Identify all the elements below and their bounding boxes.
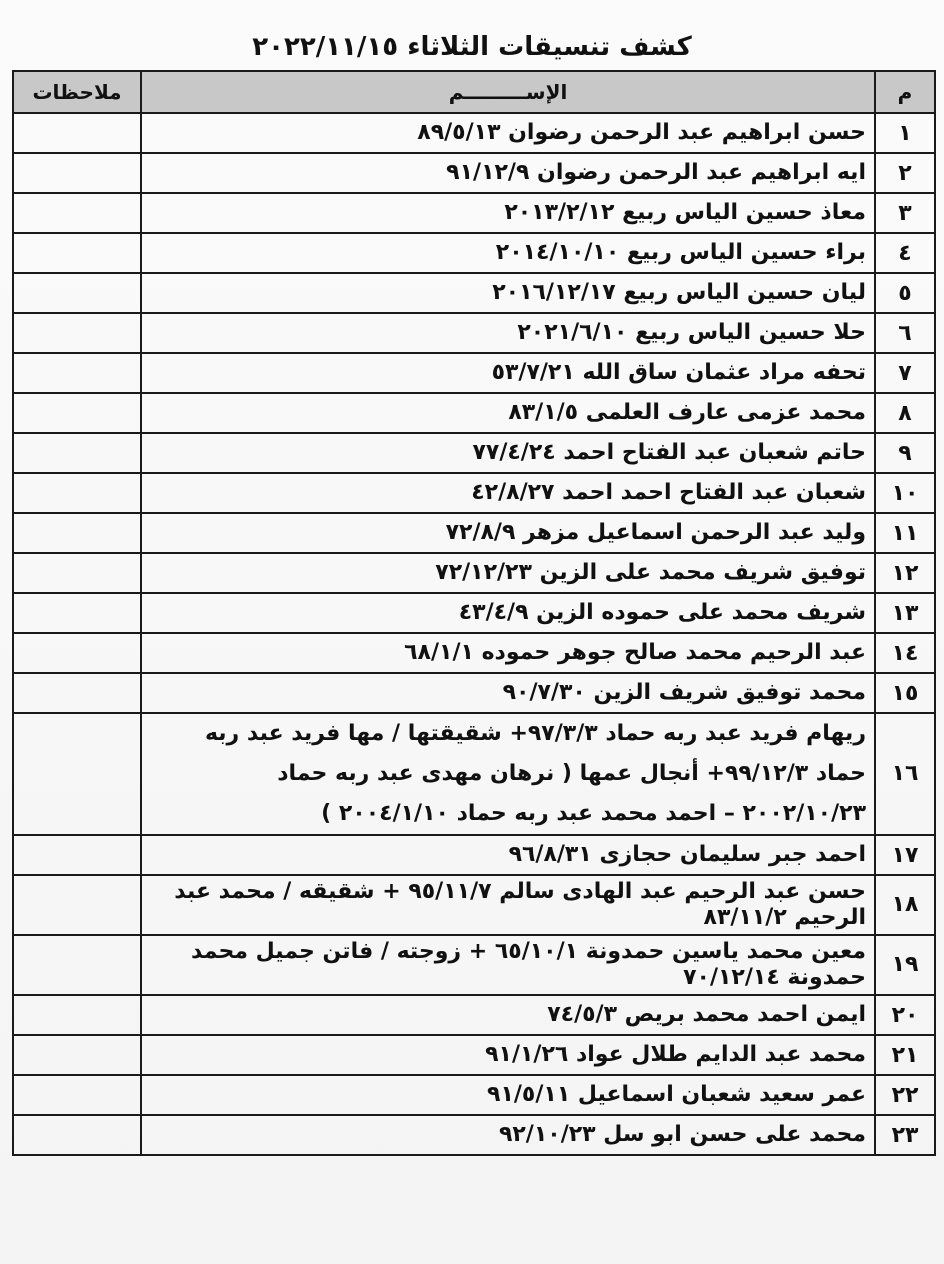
row-number: ٨ (875, 393, 935, 433)
table-row (13, 835, 935, 875)
row-name: شعبان عبد الفتاح احمد احمد ٤٢/٨/٢٧ (141, 473, 875, 513)
row-name: عبد الرحيم محمد صالح جوهر حموده ٦٨/١/١ (141, 633, 875, 673)
row-number: ١٨ (875, 875, 935, 935)
row-name: حلا حسين الياس ربيع ٢٠٢١/٦/١٠ (141, 313, 875, 353)
row-number: ١٥ (875, 673, 935, 713)
row-name: حاتم شعبان عبد الفتاح احمد ٧٧/٤/٢٤ (141, 433, 875, 473)
row-name: ريهام فريد عبد ربه حماد ٩٧/٣/٣+ شقيقتها / مها فريد عبد ربه حماد ٩٩/١٢/٣+ أنجال عمها ( نرهان مهدى عبد ربه حماد ٢٠٠٢/١٠/٢٣ – احمد محمد عبد ربه حماد ٢٠٠٤/١/١٠ ) (141, 713, 875, 835)
row-number: ٤ (875, 233, 935, 273)
row-number: ١٠ (875, 473, 935, 513)
row-notes (13, 513, 141, 553)
row-notes (13, 1115, 141, 1155)
row-notes (13, 713, 141, 835)
row-notes (13, 153, 141, 193)
table-row (13, 313, 935, 353)
row-number: ١١ (875, 513, 935, 553)
row-name: احمد جبر سليمان حجازى ٩٦/٨/٣١ (141, 835, 875, 875)
row-notes (13, 995, 141, 1035)
row-notes (13, 113, 141, 153)
row-number: ٧ (875, 353, 935, 393)
row-name: محمد عبد الدايم طلال عواد ٩١/١/٢٦ (141, 1035, 875, 1075)
page-title: كشف تنسيقات الثلاثاء ٢٠٢٢/١١/١٥ (252, 32, 692, 62)
table-row (13, 433, 935, 473)
row-name: تحفه مراد عثمان ساق الله ٥٣/٧/٢١ (141, 353, 875, 393)
row-number: ٢ (875, 153, 935, 193)
table-row (13, 193, 935, 233)
table-row (13, 633, 935, 673)
names-table (12, 70, 936, 1156)
header-number: م (875, 71, 935, 113)
row-name: ايمن احمد محمد بريص ٧٤/٥/٣ (141, 995, 875, 1035)
row-name: محمد على حسن ابو سل ٩٢/١٠/٢٣ (141, 1115, 875, 1155)
row-name: توفيق شريف محمد على الزين ٧٢/١٢/٢٣ (141, 553, 875, 593)
row-name: حسن عبد الرحيم عبد الهادى سالم ٩٥/١١/٧ + شقيقه / محمد عبد الرحيم ٨٣/١١/٢ (141, 875, 875, 935)
row-name: ايه ابراهيم عبد الرحمن رضوان ٩١/١٢/٩ (141, 153, 875, 193)
table-row (13, 673, 935, 713)
row-notes (13, 393, 141, 433)
row-number: ٩ (875, 433, 935, 473)
table-row (13, 513, 935, 553)
row-notes (13, 935, 141, 995)
row-notes (13, 553, 141, 593)
row-number: ٢١ (875, 1035, 935, 1075)
header-name: الإســـــــــم (141, 71, 875, 113)
row-notes (13, 875, 141, 935)
row-notes (13, 433, 141, 473)
row-name: حسن ابراهيم عبد الرحمن رضوان ٨٩/٥/١٣ (141, 113, 875, 153)
row-name: شريف محمد على حموده الزين ٤٣/٤/٩ (141, 593, 875, 633)
row-number: ١٣ (875, 593, 935, 633)
row-name: محمد توفيق شريف الزين ٩٠/٧/٣٠ (141, 673, 875, 713)
header-notes: ملاحظات (13, 71, 141, 113)
row-notes (13, 273, 141, 313)
row-number: ٦ (875, 313, 935, 353)
table-row (13, 935, 935, 995)
row-notes (13, 593, 141, 633)
row-number: ١٢ (875, 553, 935, 593)
table-row (13, 153, 935, 193)
row-notes (13, 835, 141, 875)
table-row (13, 393, 935, 433)
row-notes (13, 473, 141, 513)
row-notes (13, 633, 141, 673)
row-notes (13, 193, 141, 233)
row-number: ٢٠ (875, 995, 935, 1035)
row-number: ١٦ (875, 713, 935, 835)
table-row (13, 1035, 935, 1075)
table-row (13, 553, 935, 593)
table-row (13, 1115, 935, 1155)
row-notes (13, 313, 141, 353)
table-header-row (13, 71, 935, 113)
table-row (13, 995, 935, 1035)
row-name: براء حسين الياس ربيع ٢٠١٤/١٠/١٠ (141, 233, 875, 273)
row-notes (13, 1075, 141, 1115)
table-row (13, 233, 935, 273)
row-name: ليان حسين الياس ربيع ٢٠١٦/١٢/١٧ (141, 273, 875, 313)
table-row (13, 113, 935, 153)
row-name: معين محمد ياسين حمدونة ٦٥/١٠/١ + زوجته / فاتن جميل محمد حمدونة ٧٠/١٢/١٤ (141, 935, 875, 995)
row-name: عمر سعيد شعبان اسماعيل ٩١/٥/١١ (141, 1075, 875, 1115)
row-name: معاذ حسين الياس ربيع ٢٠١٣/٢/١٢ (141, 193, 875, 233)
table-body (13, 113, 935, 1155)
table-row (13, 713, 935, 835)
table-row (13, 875, 935, 935)
row-notes (13, 353, 141, 393)
row-number: ٢٢ (875, 1075, 935, 1115)
row-notes (13, 673, 141, 713)
row-notes (13, 1035, 141, 1075)
row-notes (13, 233, 141, 273)
row-number: ١٩ (875, 935, 935, 995)
row-name: محمد عزمى عارف العلمى ٨٣/١/٥ (141, 393, 875, 433)
row-number: ١ (875, 113, 935, 153)
table-row (13, 473, 935, 513)
row-number: ١٤ (875, 633, 935, 673)
row-number: ١٧ (875, 835, 935, 875)
table-row (13, 353, 935, 393)
table-row (13, 1075, 935, 1115)
row-number: ٥ (875, 273, 935, 313)
row-number: ٣ (875, 193, 935, 233)
row-name: وليد عبد الرحمن اسماعيل مزهر ٧٢/٨/٩ (141, 513, 875, 553)
table-row (13, 593, 935, 633)
row-number: ٢٣ (875, 1115, 935, 1155)
table-row (13, 273, 935, 313)
